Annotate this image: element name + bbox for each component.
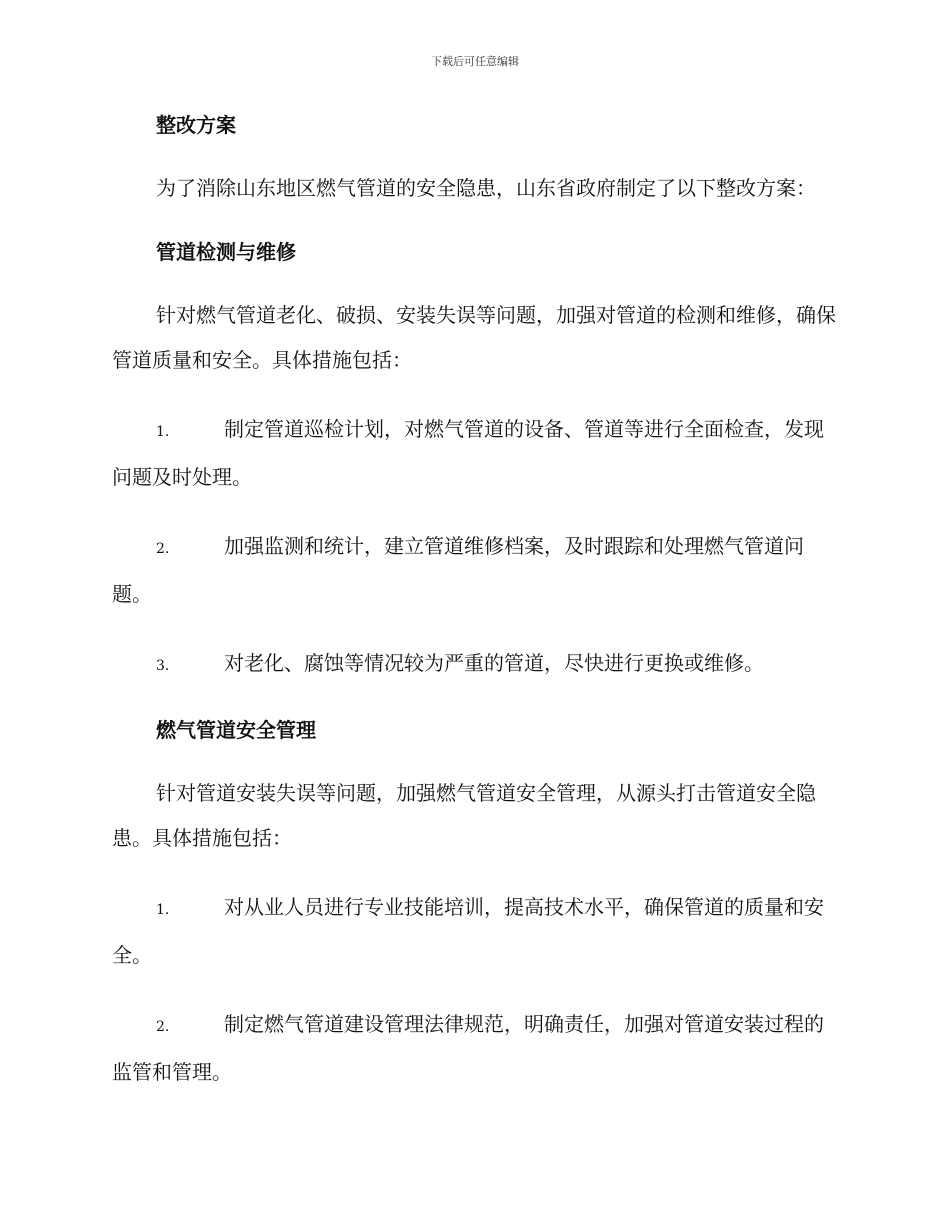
- list-item-number: 1.: [156, 902, 170, 918]
- list-item: [112, 885, 836, 978]
- document-title: 整改方案: [156, 113, 236, 137]
- list-item-text: 对从业人员进行专业技能培训，提高技术水平，确保管道的质量和安全。: [112, 895, 824, 967]
- intro-paragraph: 为了消除山东地区燃气管道的安全隐患，山东省政府制定了以下整改方案：: [156, 176, 816, 200]
- list-item-number: 2.: [156, 1019, 170, 1035]
- list-item-text: 制定燃气管道建设管理法律规范，明确责任，加强对管道安装过程的监管和管理。: [112, 1012, 824, 1084]
- list-item-number: 2.: [156, 541, 170, 557]
- list-item: [112, 407, 836, 500]
- section-heading-safety: 燃气管道安全管理: [156, 718, 316, 742]
- section-heading-inspection: 管道检测与维修: [156, 240, 296, 264]
- document-body: [112, 108, 836, 1119]
- list-item-number: 3.: [156, 658, 170, 674]
- section-intro-inspection: 针对燃气管道老化、破损、安装失误等问题，加强对管道的检测和维修，确保管道质量和安全。具体措施包括：: [112, 303, 836, 372]
- page-header: 下载后可任意编辑: [431, 55, 519, 68]
- list-item: [112, 641, 836, 689]
- list-item-text: 对老化、腐蚀等情况较为严重的管道，尽快进行更换或维修。: [224, 651, 764, 675]
- list-item-number: 1.: [156, 424, 170, 440]
- list-item: [112, 1002, 836, 1095]
- list-item-text: 加强监测和统计，建立管道维修档案，及时跟踪和处理燃气管道问题。: [112, 534, 804, 606]
- list-item: [112, 524, 836, 617]
- section-intro-safety: 针对管道安装失误等问题，加强燃气管道安全管理，从源头打击管道安全隐患。具体措施包括：: [112, 781, 816, 850]
- list-item-text: 制定管道巡检计划，对燃气管道的设备、管道等进行全面检查，发现问题及时处理。: [112, 417, 824, 489]
